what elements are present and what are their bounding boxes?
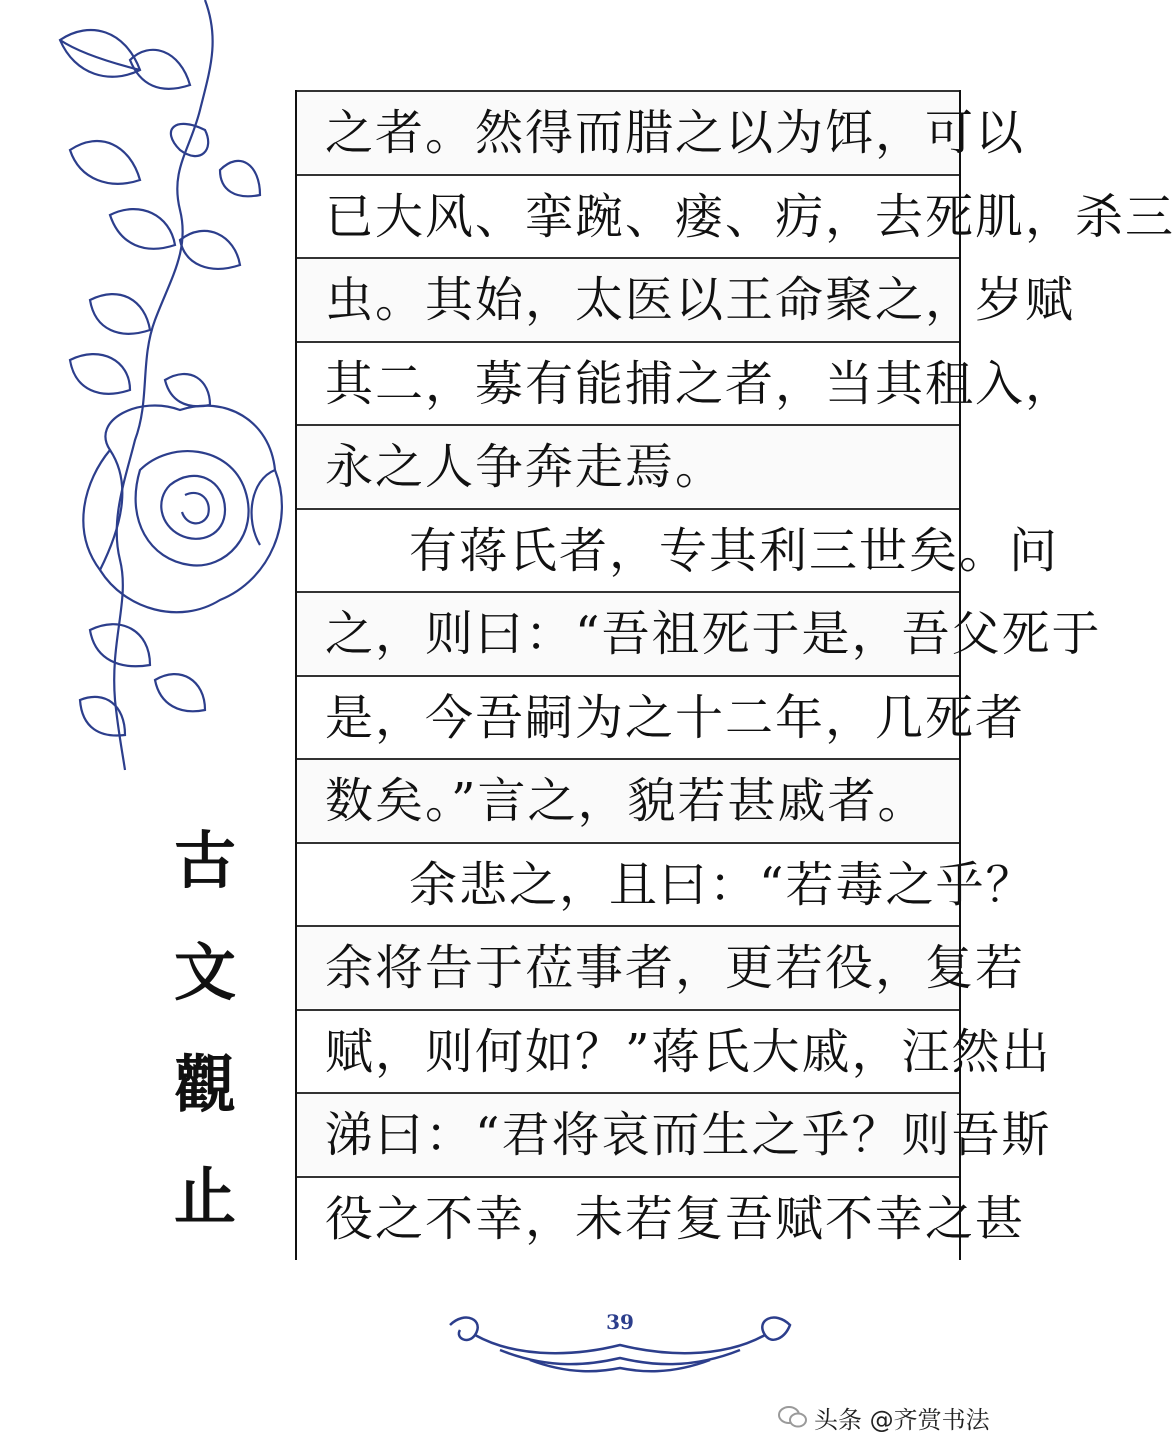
footer-ornament	[430, 1300, 810, 1380]
text-line	[297, 341, 1076, 424]
text-line	[297, 174, 1175, 257]
text-line	[297, 675, 1026, 758]
leaf	[220, 161, 260, 196]
title-char: 文	[173, 936, 236, 1009]
line-text: 涕曰：“君将哀而生之乎？则吾斯	[325, 1107, 1052, 1163]
text-line	[297, 508, 1060, 591]
title-char: 止	[173, 1160, 236, 1233]
leaf	[90, 624, 150, 666]
line-text: 虫。其始，太医以王命聚之，岁赋	[325, 272, 1076, 328]
leaf	[165, 374, 210, 406]
line-text: 役之不幸，未若复吾赋不幸之甚	[325, 1190, 1026, 1247]
floral-vine-illustration	[30, 0, 290, 770]
line-text: 其二，募有能捕之者，当其租入，	[325, 355, 1076, 412]
text-line	[297, 591, 1102, 674]
rose-petal	[136, 451, 249, 565]
text-line	[297, 257, 1076, 340]
leaf	[60, 40, 140, 70]
line-text: 已大风、挛踠、瘘、疠，去死肌，杀三	[325, 188, 1175, 245]
leaf	[110, 209, 175, 249]
page-number: 39	[606, 1310, 634, 1334]
line-text: 余悲之，且曰：“若毒之乎？	[409, 856, 1036, 913]
watermark	[778, 1400, 990, 1434]
watermark-main-text: 头条 @齐赏书法	[814, 1405, 990, 1434]
vertical-book-title	[150, 824, 260, 1278]
rose-petal	[252, 470, 275, 545]
text-line	[297, 758, 959, 841]
leaf	[90, 294, 150, 334]
text-line	[297, 1009, 1052, 1092]
leaf	[70, 141, 140, 184]
line-text: 赋，则何如？”蒋氏大戚，汪然出	[325, 1023, 1052, 1080]
text-line	[297, 1176, 1026, 1259]
text-line	[297, 925, 1026, 1008]
text-line	[297, 90, 1026, 173]
line-text: 永之人争奔走焉。	[325, 439, 726, 495]
title-char: 古	[173, 824, 236, 897]
leaf	[155, 674, 205, 711]
text-line	[297, 1092, 1052, 1175]
text-line	[297, 842, 1036, 925]
line-text: 是，今吾嗣为之十二年，几死者	[325, 689, 1026, 746]
leaf	[60, 30, 140, 77]
rose-petal	[182, 493, 209, 523]
line-text: 之者。然得而腊之以为饵，可以	[325, 105, 1026, 161]
line-text: 数矣。”言之，貌若甚戚者。	[325, 773, 928, 829]
text-line	[297, 424, 959, 507]
leaf	[180, 231, 240, 269]
line-text: 余将告于莅事者，更若役，复若	[325, 940, 1026, 996]
leaf	[70, 354, 130, 394]
line-text: 有蒋氏者，专其利三世矣。问	[409, 522, 1060, 579]
calligraphy-sheet	[295, 90, 1175, 1260]
wechat-icon	[778, 1405, 808, 1429]
rose-petal	[161, 476, 225, 539]
title-char: 觀	[173, 1048, 236, 1121]
line-text: 之，则曰：“吾祖死于是，吾父死于	[325, 606, 1102, 662]
